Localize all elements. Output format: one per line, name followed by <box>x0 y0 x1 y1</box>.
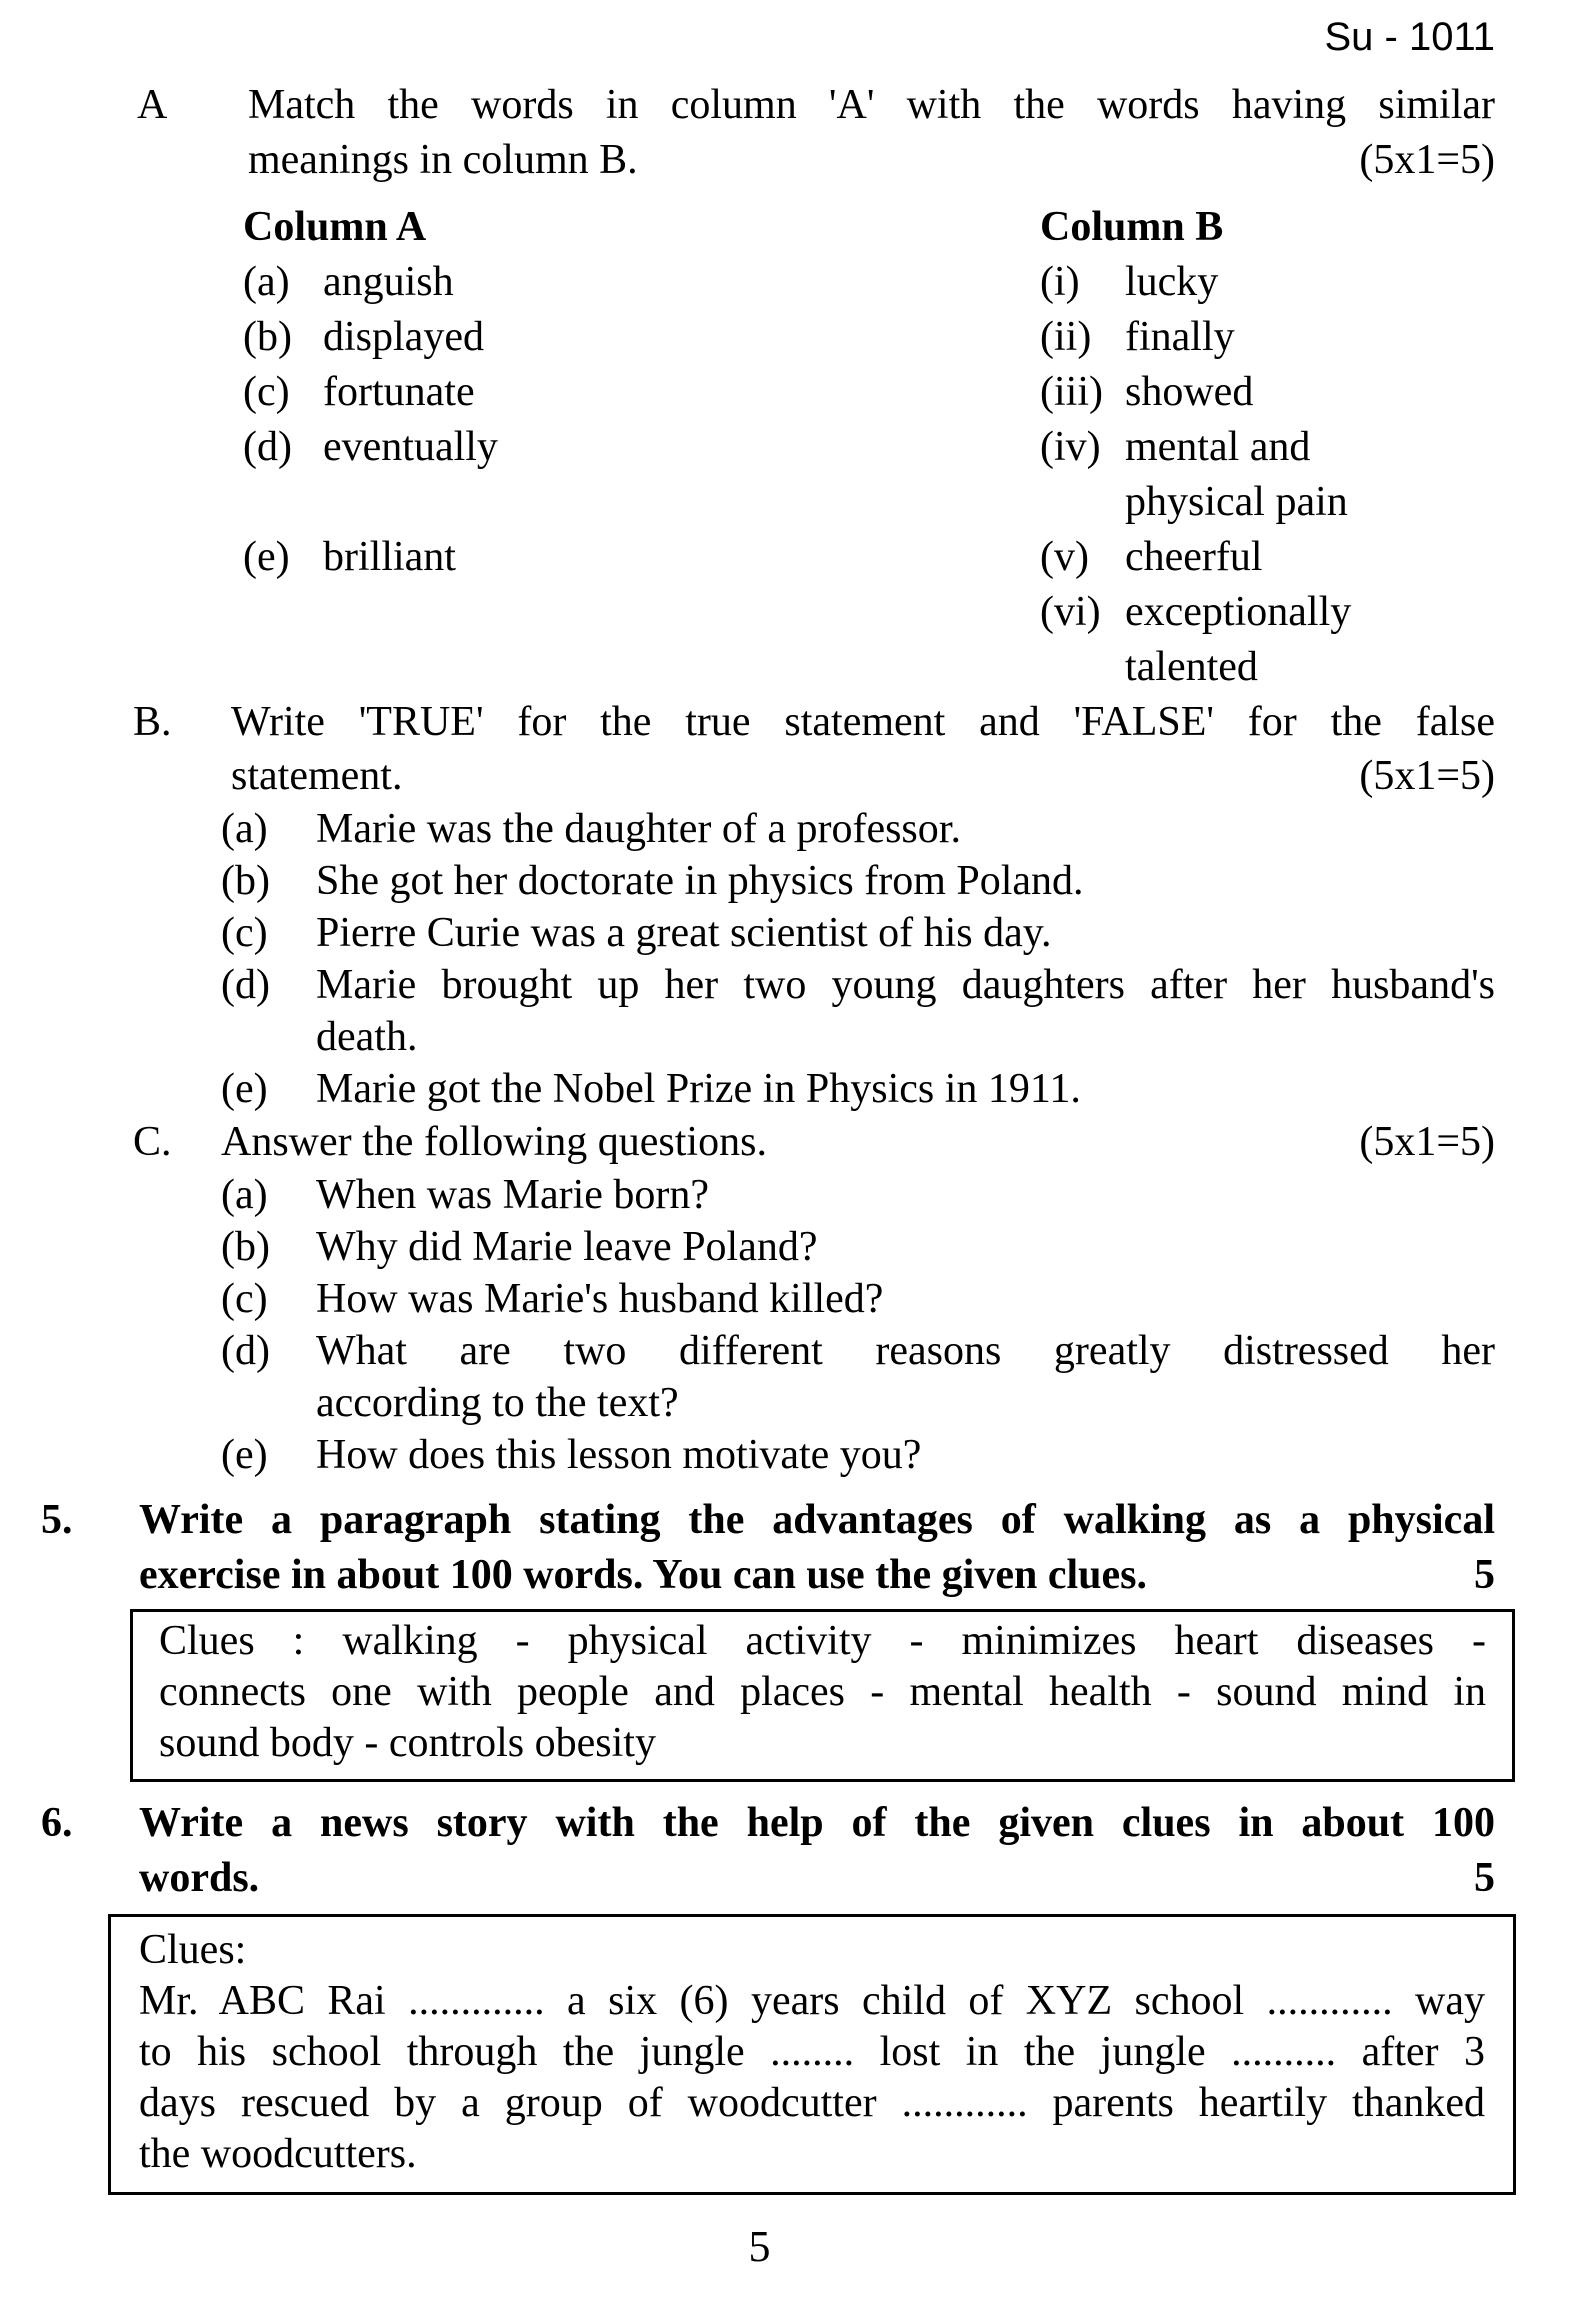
match-row <box>243 585 1495 640</box>
clues-q5-line1: Clues : walking - physical activity - minimizes heart diseases - <box>159 1618 1486 1664</box>
match-b-text: lucky <box>1125 259 1219 305</box>
section-c-items <box>221 1169 1495 1481</box>
item-label: (e) <box>221 1066 268 1112</box>
section-b-items <box>221 803 1495 1115</box>
match-b-text: exceptionally <box>1125 589 1352 635</box>
match-a-label <box>243 475 323 530</box>
clues-box-q5 <box>130 1609 1515 1782</box>
match-b-label <box>1040 640 1125 695</box>
match-a-label: (d) <box>243 424 292 470</box>
question-6-line2 <box>139 1851 1495 1906</box>
section-a-header <box>137 78 1495 188</box>
doc-code: Su - 1011 <box>1324 15 1495 59</box>
match-a-text: fortunate <box>323 369 475 415</box>
match-a-label <box>243 640 323 695</box>
match-b-text: physical pain <box>1125 479 1348 525</box>
match-b-label: (ii) <box>1040 314 1092 360</box>
item-label: (b) <box>221 1224 270 1270</box>
match-a-text: displayed <box>323 314 484 360</box>
match-a-label: (c) <box>243 369 290 415</box>
match-b-text: finally <box>1125 314 1235 360</box>
item-text <box>316 959 1495 1063</box>
section-c-header <box>133 1115 1495 1169</box>
list-item <box>221 1221 1495 1273</box>
match-row <box>243 530 1495 585</box>
item-label: (d) <box>221 962 270 1008</box>
item-label: (a) <box>221 806 268 852</box>
question-5-line2-text: exercise in about 100 words. You can use the given clues. <box>139 1552 1147 1598</box>
question-6-text <box>139 1796 1495 1906</box>
column-a-header: Column A <box>243 204 427 250</box>
page-number: 5 <box>748 2222 771 2271</box>
item-text-line2: death. <box>316 1014 418 1060</box>
clues-q5-line2: connects one with people and places - mental health - sound mind in <box>159 1669 1486 1715</box>
clues-q6-line2: to his school through the jungle ........ lost in the jungle .......... after 3 <box>139 2029 1485 2075</box>
column-b-header: Column B <box>1040 204 1224 250</box>
item-text: Pierre Curie was a great scientist of his day. <box>316 910 1052 956</box>
section-b-label: B. <box>133 699 172 745</box>
match-row <box>243 420 1495 475</box>
item-text-line1: What are two different reasons greatly distressed her <box>316 1328 1495 1374</box>
list-item <box>221 1063 1495 1115</box>
match-row <box>243 255 1495 310</box>
match-b-label: (v) <box>1040 534 1089 580</box>
item-text: Marie was the daughter of a professor. <box>316 806 961 852</box>
clues-q5-line3: sound body - controls obesity <box>159 1720 656 1766</box>
item-text: When was Marie born? <box>316 1172 710 1218</box>
section-b-line2-text: statement. <box>231 753 403 799</box>
clues-q6-line3: days rescued by a group of woodcutter ............ parents heartily thanked <box>139 2080 1485 2126</box>
question-5-marks: 5 <box>1474 1552 1495 1598</box>
match-a-label: (a) <box>243 259 290 305</box>
question-5-line2 <box>139 1548 1495 1603</box>
item-text: Why did Marie leave Poland? <box>316 1224 818 1270</box>
section-c-title: Answer the following questions. <box>221 1119 767 1165</box>
match-a-text <box>323 640 1040 695</box>
list-item <box>221 959 1495 1063</box>
question-6-line2-text: words. <box>139 1855 260 1901</box>
match-a-text: anguish <box>323 259 454 305</box>
section-a-text <box>248 78 1495 188</box>
question-5-line1: Write a paragraph stating the advantages of walking as a physical <box>139 1497 1495 1543</box>
match-a-text <box>323 585 1040 640</box>
match-b-text: cheerful <box>1125 534 1263 580</box>
match-a-label: (b) <box>243 314 292 360</box>
section-c-marks: (5x1=5) <box>1359 1119 1495 1165</box>
match-b-label: (vi) <box>1040 589 1101 635</box>
match-b-label <box>1040 475 1125 530</box>
section-a-line2-text: meanings in column B. <box>248 137 638 183</box>
match-a-text: eventually <box>323 424 498 470</box>
match-b-label: (iii) <box>1040 369 1103 415</box>
clues-q6-title: Clues: <box>139 1927 247 1973</box>
section-a-marks: (5x1=5) <box>1359 137 1495 183</box>
section-c-text <box>221 1115 1495 1169</box>
match-a-text <box>323 475 1040 530</box>
match-a-text: brilliant <box>323 534 456 580</box>
question-6-marks: 5 <box>1474 1855 1495 1901</box>
match-row <box>243 365 1495 420</box>
list-item <box>221 1169 1495 1221</box>
item-label: (c) <box>221 910 268 956</box>
item-text: She got her doctorate in physics from Poland. <box>316 858 1084 904</box>
list-item <box>221 1429 1495 1481</box>
list-item <box>221 1325 1495 1429</box>
item-label: (e) <box>221 1432 268 1478</box>
clues-q6-line1: Mr. ABC Rai ............. a six (6) years child of XYZ school ............ way <box>139 1978 1485 2024</box>
item-text-line1: Marie brought up her two young daughters after her husband's <box>316 962 1495 1008</box>
section-b-line2 <box>231 749 1495 803</box>
list-item <box>221 1273 1495 1325</box>
item-text: How does this lesson motivate you? <box>316 1432 922 1478</box>
match-row <box>243 475 1495 530</box>
match-table <box>243 200 1495 695</box>
item-label: (a) <box>221 1172 268 1218</box>
question-5-number: 5. <box>41 1497 73 1543</box>
section-a-line2 <box>248 133 1495 188</box>
section-b-text <box>231 695 1495 803</box>
section-b-marks: (5x1=5) <box>1359 753 1495 799</box>
item-text <box>316 1325 1495 1429</box>
match-b-label: (iv) <box>1040 424 1101 470</box>
question-6-number: 6. <box>41 1800 73 1846</box>
match-b-text: talented <box>1125 644 1258 690</box>
clues-box-q6 <box>108 1914 1516 2195</box>
section-c-label: C. <box>133 1119 172 1165</box>
item-label: (b) <box>221 858 270 904</box>
item-text: Marie got the Nobel Prize in Physics in 1911. <box>316 1066 1081 1112</box>
item-text: How was Marie's husband killed? <box>316 1276 884 1322</box>
question-6 <box>41 1796 1495 1906</box>
clues-q6-line4: the woodcutters. <box>139 2131 417 2177</box>
match-row <box>243 310 1495 365</box>
section-a-line1: Match the words in column 'A' with the words having similar <box>248 82 1495 128</box>
list-item <box>221 803 1495 855</box>
section-b-line1: Write 'TRUE' for the true statement and 'FALSE' for the false <box>231 699 1495 745</box>
list-item <box>221 855 1495 907</box>
match-a-label <box>243 585 323 640</box>
item-label: (c) <box>221 1276 268 1322</box>
match-row <box>243 640 1495 695</box>
item-label: (d) <box>221 1328 270 1374</box>
section-a-label: A <box>137 82 168 128</box>
question-6-line1: Write a news story with the help of the given clues in about 100 <box>139 1800 1495 1846</box>
item-text-line2: according to the text? <box>316 1380 679 1426</box>
match-headers <box>243 200 1495 255</box>
question-5-text <box>139 1493 1495 1603</box>
section-b-header <box>133 695 1495 803</box>
match-b-label: (i) <box>1040 259 1080 305</box>
question-5 <box>41 1493 1495 1603</box>
list-item <box>221 907 1495 959</box>
match-b-text: showed <box>1125 369 1254 415</box>
match-a-label: (e) <box>243 534 290 580</box>
match-b-text: mental and <box>1125 424 1311 470</box>
